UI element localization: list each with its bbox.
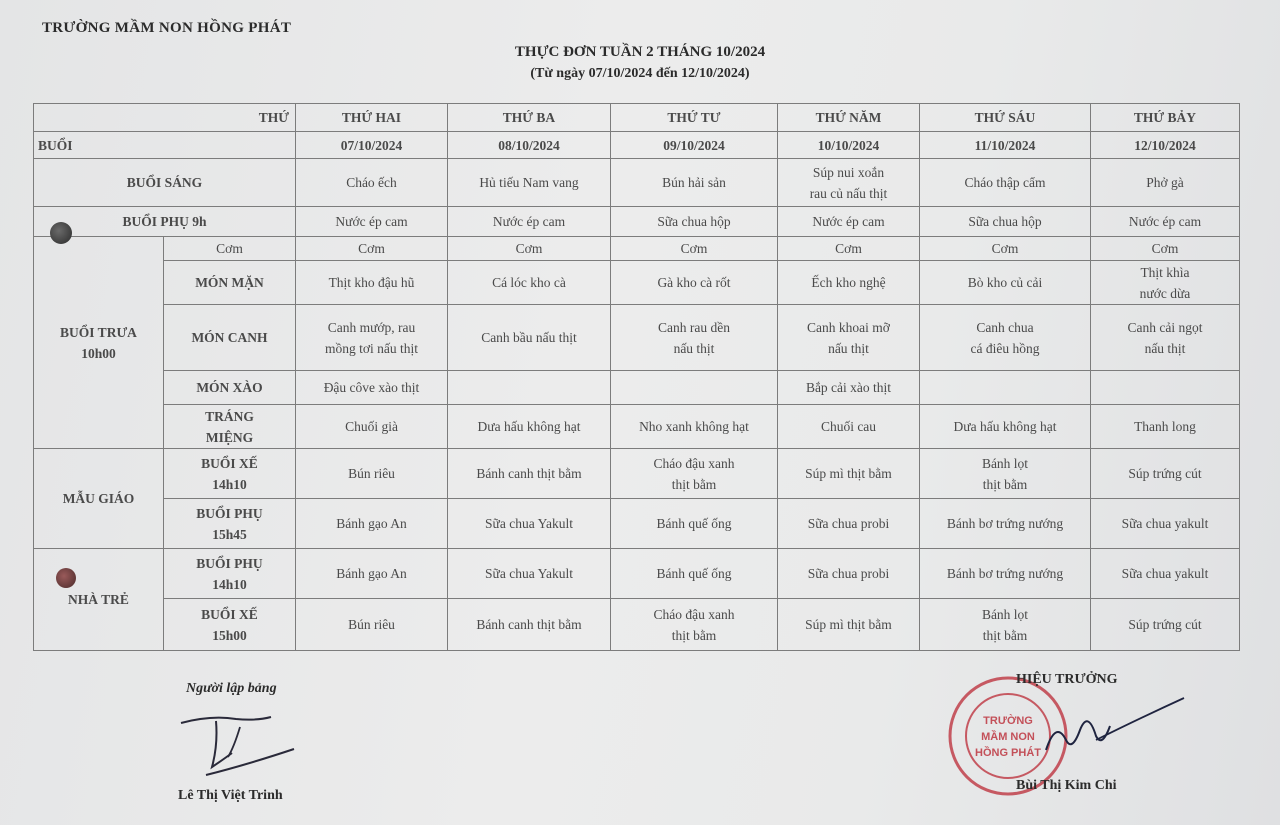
menu-cell [778, 305, 920, 371]
menu-item: Bánh canh thịt bằm [476, 617, 582, 632]
menu-item: Thịt khìa [1140, 264, 1190, 280]
menu-cell [1091, 159, 1240, 207]
group-label-buoi-trua [34, 237, 164, 449]
menu-cell [920, 549, 1091, 599]
menu-item: Cơm [1151, 241, 1179, 256]
day-header: THỨ SÁU [920, 104, 1091, 132]
menu-item: Chuối cau [820, 419, 877, 434]
day-header: THỨ BẢY [1091, 104, 1240, 132]
menu-item: Sữa chua probi [807, 566, 890, 581]
menu-item: mồng tơi nấu thịt [324, 340, 418, 356]
row-label-line: TRÁNG [205, 408, 254, 424]
menu-cell [611, 305, 778, 371]
menu-cell [448, 261, 611, 305]
menu-item: thịt bằm [982, 476, 1028, 492]
menu-item: Nước ép cam [492, 214, 566, 229]
menu-item: nước dừa [1139, 285, 1191, 301]
menu-title: THỰC ĐƠN TUẦN 2 THÁNG 10/2024 [514, 44, 766, 60]
menu-item: Cá lóc kho cà [492, 275, 566, 290]
group-label-line: 10h00 [81, 345, 116, 361]
menu-item: Cơm [358, 241, 385, 256]
date-header: 12/10/2024 [1091, 132, 1240, 159]
menu-item: Thanh long [1134, 419, 1196, 434]
row-label-buoi-sang: BUỔI SÁNG [34, 159, 296, 207]
menu-item: nấu thịt [673, 340, 715, 356]
menu-cell [611, 499, 778, 549]
nursery-afternoon-meal-row [34, 599, 1240, 651]
menu-cell [778, 549, 920, 599]
kindergarten-snack-row [34, 499, 1240, 549]
menu-cell [1091, 261, 1240, 305]
row-label-line: 15h00 [212, 627, 247, 643]
row-label-buoi-xe-14h10 [164, 449, 296, 499]
menu-cell [778, 449, 920, 499]
menu-item: Bún riêu [348, 466, 395, 481]
menu-cell [296, 207, 448, 237]
menu-cell [448, 237, 611, 261]
menu-item: Phở gà [1146, 175, 1184, 190]
row-label-buoi-phu-14h10 [164, 549, 296, 599]
menu-item: Nước ép cam [812, 214, 885, 229]
menu-cell [778, 159, 920, 207]
menu-item: thịt bằm [982, 627, 1028, 643]
preparer-name: Lê Thị Việt Trinh [178, 788, 283, 803]
menu-cell [296, 449, 448, 499]
menu-item: nấu thịt [1144, 340, 1186, 356]
menu-item: Canh mướp, rau [327, 319, 416, 335]
menu-item: Cháo ếch [346, 175, 397, 190]
menu-cell [611, 207, 778, 237]
menu-cell [611, 599, 778, 651]
row-label-line: 14h10 [212, 576, 247, 592]
menu-item: Nước ép cam [1128, 214, 1202, 229]
menu-cell [448, 499, 611, 549]
menu-item: Chuối già [345, 419, 398, 434]
menu-cell [920, 371, 1091, 405]
menu-cell [778, 237, 920, 261]
menu-item: Súp trứng cút [1128, 617, 1202, 632]
date-header-row [34, 132, 1240, 159]
menu-item: Súp mì thịt bằm [805, 466, 892, 481]
menu-item: Cháo thập cẩm [964, 175, 1046, 190]
menu-cell [448, 405, 611, 449]
row-label-mon-man: MÓN MẶN [164, 261, 296, 305]
menu-item: Canh rau dền [658, 319, 730, 335]
row-label-buoi-phu-9h: BUỔI PHỤ 9h [34, 207, 296, 237]
menu-cell [1091, 237, 1240, 261]
menu-cell [448, 599, 611, 651]
menu-cell [920, 599, 1091, 651]
menu-item: Bánh quế ống [656, 516, 732, 531]
menu-item: rau củ nấu thịt [809, 185, 888, 201]
menu-item: Thịt kho đậu hũ [328, 275, 415, 290]
day-header: THỨ NĂM [778, 104, 920, 132]
menu-item: Cơm [835, 241, 862, 256]
principal-title: HIỆU TRƯỞNG [1016, 672, 1118, 687]
menu-item: Sữa chua Yakult [485, 566, 573, 581]
thu-label: THỨ [34, 104, 296, 132]
menu-item: Cháo đậu xanh [653, 606, 735, 622]
menu-cell [778, 599, 920, 651]
punch-hole [56, 568, 76, 588]
menu-item: Bún riêu [348, 617, 395, 632]
row-label-line: BUỔI PHỤ [196, 555, 263, 571]
row-label-mon-canh: MÓN CANH [164, 305, 296, 371]
menu-cell [1091, 599, 1240, 651]
menu-cell [611, 237, 778, 261]
row-label-com: Cơm [164, 237, 296, 261]
date-header: 08/10/2024 [448, 132, 611, 159]
menu-item: Cơm [515, 241, 543, 256]
menu-item: Bò kho củ cải [967, 275, 1043, 290]
menu-item: Sữa chua yakult [1121, 566, 1209, 581]
menu-item: Bánh lọt [981, 606, 1029, 622]
menu-item: Hủ tiếu Nam vang [479, 175, 579, 190]
menu-cell [296, 549, 448, 599]
menu-cell [448, 449, 611, 499]
menu-cell [1091, 371, 1240, 405]
day-header-row [34, 104, 1240, 132]
menu-item: Gà kho cà rốt [657, 275, 731, 290]
breakfast-row [34, 159, 1240, 207]
menu-cell [1091, 449, 1240, 499]
principal-signature [1036, 690, 1186, 770]
nursery-snack-row [34, 549, 1240, 599]
row-label-line: BUỔI XẾ [201, 455, 258, 471]
menu-item: thịt bằm [671, 476, 717, 492]
row-label-line: 14h10 [212, 476, 247, 492]
menu-item: Bánh canh thịt bằm [476, 466, 582, 481]
row-label-line: 15h45 [212, 526, 247, 542]
menu-item: Cơm [680, 241, 708, 256]
menu-item: Bánh quế ống [656, 566, 732, 581]
menu-cell [611, 159, 778, 207]
menu-item: Bánh gạo An [336, 516, 407, 531]
dessert-row [34, 405, 1240, 449]
menu-item: Cơm [991, 241, 1019, 256]
menu-cell [448, 549, 611, 599]
menu-item: Bánh bơ trứng nướng [946, 566, 1064, 581]
row-label-line: MIỆNG [205, 429, 254, 445]
menu-cell [296, 159, 448, 207]
snack-9h-row [34, 207, 1240, 237]
menu-cell [920, 305, 1091, 371]
menu-item: nấu thịt [828, 340, 869, 356]
principal-name: Bùi Thị Kim Chi [1016, 778, 1117, 793]
menu-item: Canh khoai mỡ [807, 319, 890, 335]
menu-cell [296, 237, 448, 261]
menu-item: Bún hải sản [662, 175, 726, 190]
menu-item: Cháo đậu xanh [653, 455, 735, 471]
menu-cell [920, 449, 1091, 499]
menu-cell [920, 237, 1091, 261]
day-header: THỨ BA [448, 104, 611, 132]
menu-item: Đậu côve xào thịt [323, 380, 420, 395]
menu-item: Dưa hấu không hạt [953, 419, 1057, 434]
menu-item: Bánh bơ trứng nướng [946, 516, 1064, 531]
menu-cell [296, 371, 448, 405]
menu-cell [1091, 405, 1240, 449]
menu-cell [296, 405, 448, 449]
menu-item: Nho xanh không hạt [639, 419, 749, 434]
menu-item: Canh cải ngọt [1127, 319, 1203, 335]
menu-item: Dưa hấu không hạt [477, 419, 581, 434]
punch-hole [50, 222, 72, 244]
group-label-nha-tre: NHÀ TRẺ [34, 549, 164, 651]
stamp-line: TRƯỜNG [983, 715, 1033, 727]
stamp-line: HỒNG PHÁT [975, 747, 1041, 759]
menu-cell [611, 449, 778, 499]
menu-cell [448, 371, 611, 405]
menu-item: Sữa chua hộp [968, 214, 1042, 229]
stir-fry-row [34, 371, 1240, 405]
menu-cell [920, 207, 1091, 237]
menu-cell [920, 499, 1091, 549]
menu-cell [1091, 499, 1240, 549]
menu-item: thịt bằm [671, 627, 717, 643]
soup-row [34, 305, 1240, 371]
row-label-line: BUỔI PHỤ [196, 505, 263, 521]
menu-cell [920, 405, 1091, 449]
row-label-line: BUỔI XẾ [201, 606, 258, 622]
menu-item: Canh bầu nấu thịt [481, 330, 577, 345]
preparer-signature [176, 705, 306, 785]
menu-cell [448, 305, 611, 371]
menu-cell [611, 371, 778, 405]
menu-item: Sữa chua Yakult [485, 516, 573, 531]
menu-item: Bánh lọt [981, 455, 1029, 471]
menu-cell [778, 261, 920, 305]
menu-item: Bánh gạo An [336, 566, 407, 581]
menu-cell [778, 499, 920, 549]
buoi-label: BUỔI [34, 132, 296, 159]
menu-item: Bắp cải xào thịt [805, 380, 892, 395]
menu-cell [448, 207, 611, 237]
menu-cell [1091, 305, 1240, 371]
menu-cell [611, 261, 778, 305]
menu-item: Súp nui xoắn [812, 164, 885, 180]
weekly-menu-table [33, 103, 1240, 651]
row-label-mon-xao: MÓN XÀO [164, 371, 296, 405]
date-header: 11/10/2024 [920, 132, 1091, 159]
menu-cell [296, 599, 448, 651]
stamp-line: MẦM NON [981, 731, 1035, 743]
menu-cell [778, 207, 920, 237]
date-header: 10/10/2024 [778, 132, 920, 159]
school-name: TRƯỜNG MẦM NON HỒNG PHÁT [42, 20, 292, 36]
menu-cell [778, 371, 920, 405]
menu-cell [611, 405, 778, 449]
row-label-buoi-xe-15h00 [164, 599, 296, 651]
day-header: THỨ TƯ [611, 104, 778, 132]
group-label-mau-giao: MẪU GIÁO [34, 449, 164, 549]
menu-item: Canh chua [976, 319, 1034, 335]
menu-cell [611, 549, 778, 599]
date-header: 09/10/2024 [611, 132, 778, 159]
group-label-line: BUỔI TRƯA [60, 324, 137, 340]
menu-cell [296, 305, 448, 371]
menu-cell [920, 159, 1091, 207]
day-header: THỨ HAI [296, 104, 448, 132]
rice-row [34, 237, 1240, 261]
menu-item: Sữa chua probi [807, 516, 890, 531]
row-label-trang-mieng [164, 405, 296, 449]
menu-item: Sữa chua yakult [1121, 516, 1209, 531]
kindergarten-afternoon-meal-row [34, 449, 1240, 499]
menu-item: cá điêu hồng [970, 340, 1040, 356]
menu-cell [1091, 207, 1240, 237]
menu-cell [920, 261, 1091, 305]
menu-item: Nước ép cam [335, 214, 408, 229]
menu-date-range: (Từ ngày 07/10/2024 đến 12/10/2024) [530, 66, 750, 81]
menu-item: Ếch kho nghệ [811, 275, 886, 290]
row-label-buoi-phu-15h45 [164, 499, 296, 549]
menu-cell [296, 499, 448, 549]
menu-item: Súp mì thịt bằm [805, 617, 892, 632]
menu-cell [296, 261, 448, 305]
menu-cell [1091, 549, 1240, 599]
menu-item: Sữa chua hộp [657, 214, 731, 229]
menu-cell [448, 159, 611, 207]
date-header: 07/10/2024 [296, 132, 448, 159]
menu-cell [778, 405, 920, 449]
preparer-title: Người lập bảng [186, 681, 277, 696]
main-dish-row [34, 261, 1240, 305]
menu-item: Súp trứng cút [1128, 466, 1202, 481]
